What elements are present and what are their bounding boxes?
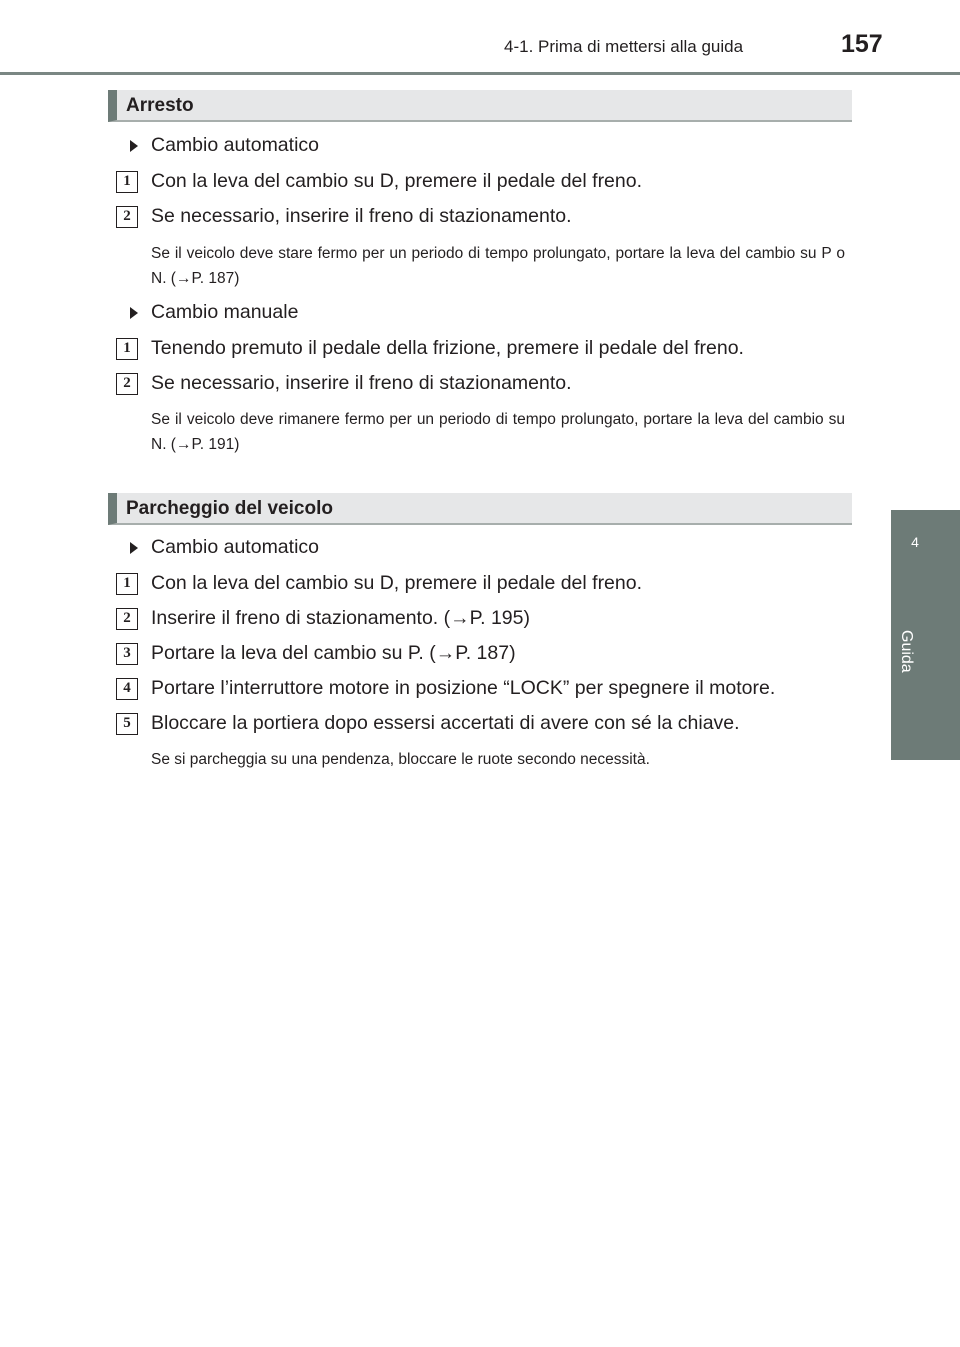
step-number-badge: 1 [116,171,138,193]
chapter-label: Guida [898,630,915,673]
section-heading-parcheggio [108,493,852,525]
section-heading-arresto [108,90,852,122]
page-header [0,0,960,76]
header-section-title: 4-1. Prima di mettersi alla guida [504,37,744,56]
step-text: Con la leva del cambio su D, premere il pedale del freno. [151,572,643,594]
step-text: Tenendo premuto il pedale della frizione, premere il pedale del freno. [151,337,744,359]
section-heading-text: Arresto [126,95,194,116]
step-text: Con la leva del cambio su D, premere il pedale del freno. [151,170,643,192]
step-number-badge: 2 [116,373,138,395]
subsection-title: Cambio automatico [151,536,319,558]
chapter-number: 4 [911,534,919,550]
step-text: Bloccare la portiera dopo essersi accertati di avere con sé la chiave. [151,712,740,734]
step-number-badge: 1 [116,338,138,360]
arrow-bullet-icon [130,307,138,319]
step-number-badge: 5 [116,713,138,735]
note-text: Se il veicolo deve rimanere fermo per un periodo di tempo prolungato, portare la leva del cambio su N. (→P. 191) [151,411,845,453]
chapter-side-tab [891,510,960,760]
step-text: Se necessario, inserire il freno di stazionamento. [151,372,572,394]
note-text: Se il veicolo deve stare fermo per un periodo di tempo prolungato, portare la leva del cambio su P o N. (→P. 187) [151,245,845,287]
step-text: Inserire il freno di stazionamento. (→P. 195) [151,607,530,629]
step-text: Portare la leva del cambio su P. (→P. 187) [151,642,516,664]
page-number: 157 [841,30,883,58]
step-number-badge: 3 [116,643,138,665]
subsection-title: Cambio automatico [151,134,319,156]
step-text: Se necessario, inserire il freno di stazionamento. [151,205,572,227]
step-text: Portare l’interruttore motore in posizione “LOCK” per spegnere il motore. [151,677,776,699]
header-rule [0,72,960,75]
subsection-title: Cambio manuale [151,301,299,323]
step-number-badge: 1 [116,573,138,595]
arrow-bullet-icon [130,140,138,152]
step-number-badge: 2 [116,608,138,630]
section-heading-text: Parcheggio del veicolo [126,498,333,519]
step-number-badge: 4 [116,678,138,700]
step-number-badge: 2 [116,206,138,228]
arrow-bullet-icon [130,542,138,554]
note-text: Se si parcheggia su una pendenza, bloccare le ruote secondo necessità. [151,751,650,768]
